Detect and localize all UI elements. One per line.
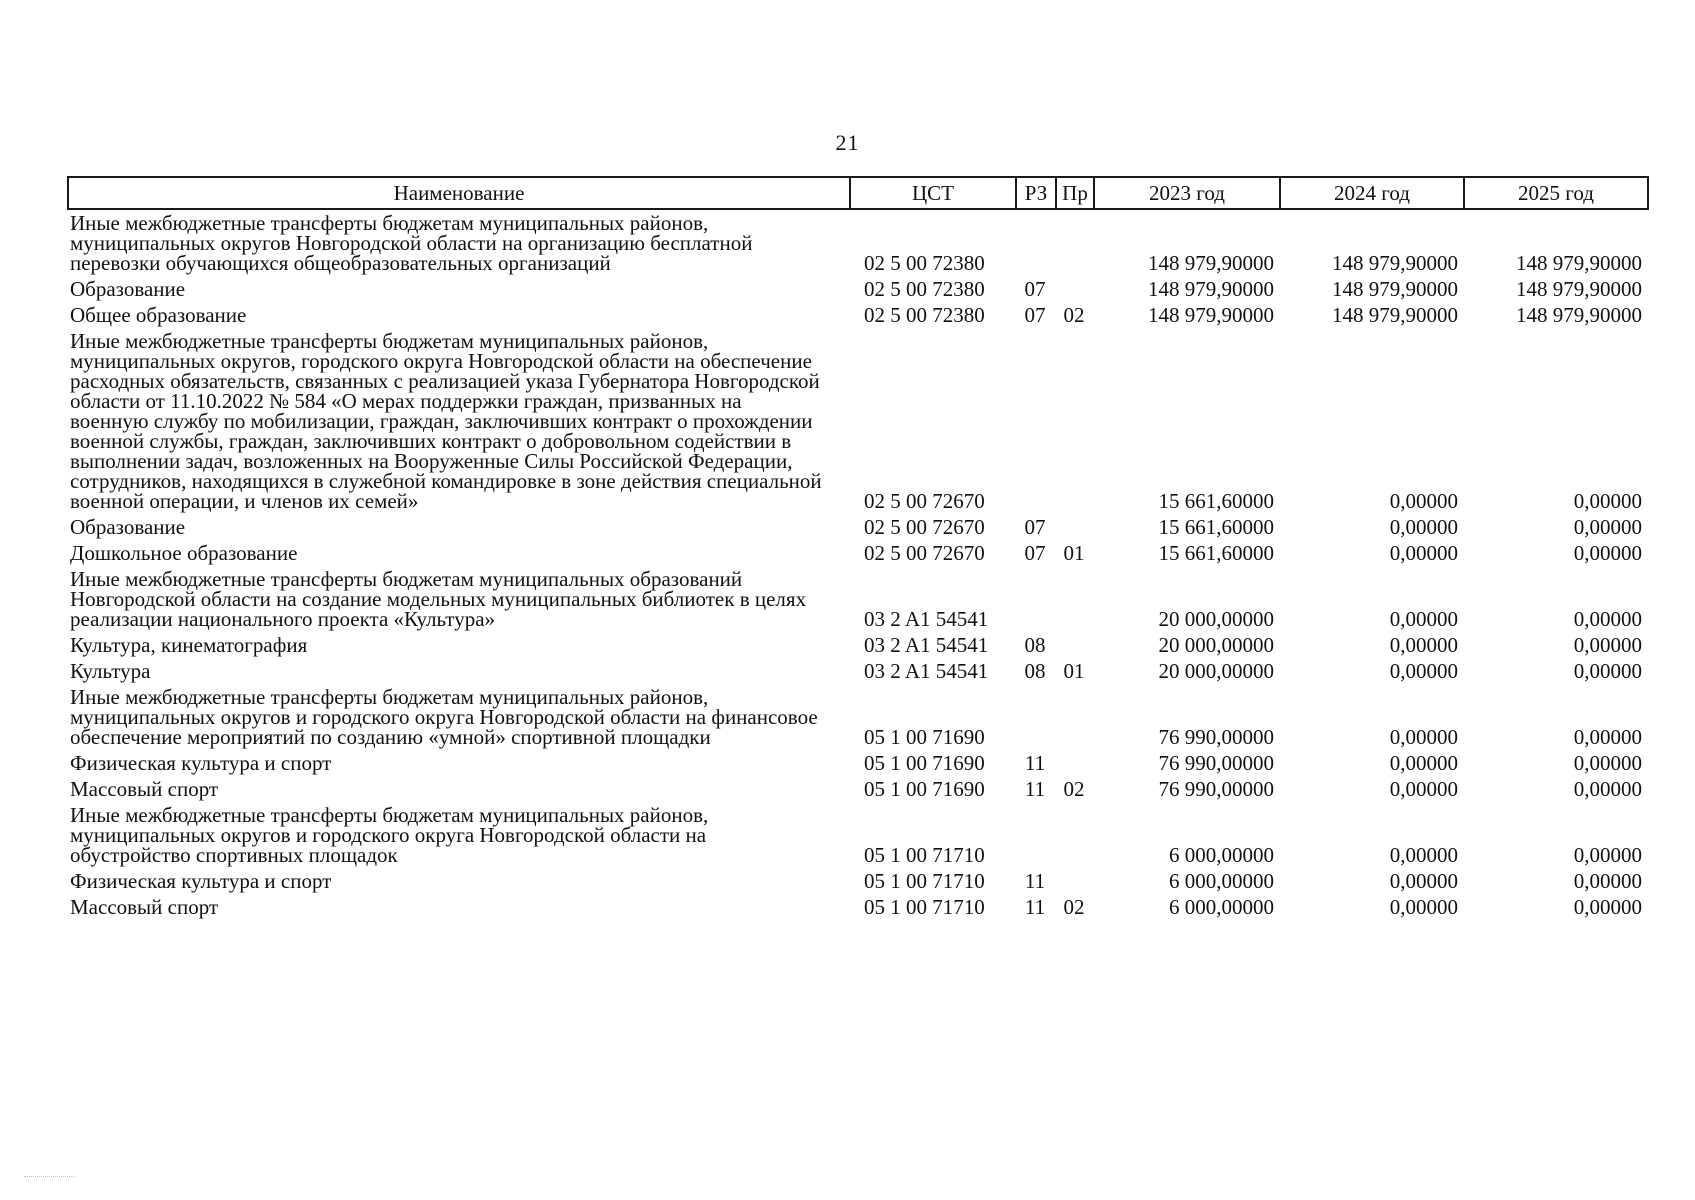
table-row <box>68 802 1648 868</box>
header-2023: 2023 год <box>1094 177 1280 209</box>
row-pr <box>1056 566 1094 632</box>
row-pr: 02 <box>1063 777 1085 801</box>
row-pr <box>1056 328 1094 514</box>
row-pr <box>1056 750 1094 776</box>
row-name: Массовый спорт <box>70 777 219 801</box>
table-row <box>68 209 1648 276</box>
row-2024: 0,00000 <box>1389 777 1458 801</box>
header-rz: РЗ <box>1016 177 1056 209</box>
row-pr: 01 <box>1063 541 1085 565</box>
table-row <box>68 868 1648 894</box>
row-pr <box>1056 632 1094 658</box>
row-2025: 0,00000 <box>1573 895 1642 919</box>
row-2023: 6 000,00000 <box>1169 895 1274 919</box>
row-2025: 148 979,90000 <box>1516 277 1642 301</box>
row-2024: 0,00000 <box>1389 541 1458 565</box>
row-2023: 20 000,00000 <box>1158 607 1274 631</box>
row-name: Иные межбюджетные трансферты бюджетам муниципальных районов, муниципальных округов Новгородской области на организацию бесплатной перевозки обучающихся общеобразовательных организаций <box>70 211 753 275</box>
row-pr <box>1056 684 1094 750</box>
row-rz <box>1016 802 1056 868</box>
row-cst: 05 1 00 71690 <box>864 777 985 801</box>
row-rz: 08 <box>1024 633 1046 657</box>
row-name: Культура <box>70 659 151 683</box>
row-2023: 76 990,00000 <box>1158 777 1274 801</box>
row-name: Дошкольное образование <box>70 541 298 565</box>
row-name: Физическая культура и спорт <box>70 751 332 775</box>
row-2025: 0,00000 <box>1573 515 1642 539</box>
table-row <box>68 328 1648 514</box>
header-cst: ЦСТ <box>850 177 1016 209</box>
row-rz: 11 <box>1024 869 1046 893</box>
row-2024: 0,00000 <box>1389 751 1458 775</box>
row-2025: 0,00000 <box>1573 777 1642 801</box>
budget-table <box>67 176 1649 920</box>
table-row <box>68 514 1648 540</box>
row-cst: 05 1 00 71690 <box>864 725 985 749</box>
row-cst: 05 1 00 71690 <box>864 751 985 775</box>
table-row <box>68 894 1648 920</box>
row-2023: 76 990,00000 <box>1158 751 1274 775</box>
table-row <box>68 276 1648 302</box>
row-pr: 02 <box>1063 303 1085 327</box>
row-cst: 03 2 A1 54541 <box>864 659 989 683</box>
row-2025: 0,00000 <box>1573 751 1642 775</box>
row-pr: 01 <box>1063 659 1085 683</box>
row-rz: 11 <box>1024 895 1046 919</box>
row-rz: 08 <box>1024 659 1046 683</box>
row-rz: 11 <box>1024 777 1046 801</box>
row-cst: 03 2 A1 54541 <box>864 607 989 631</box>
row-cst: 05 1 00 71710 <box>864 895 985 919</box>
row-rz: 07 <box>1024 277 1046 301</box>
row-name: Иные межбюджетные трансферты бюджетам муниципальных районов, муниципальных округов и городского округа Новгородской области на финансовое обеспечение мероприятий по созданию «умной» спортивной площадки <box>70 685 818 749</box>
table-row <box>68 776 1648 802</box>
row-2025: 0,00000 <box>1573 541 1642 565</box>
row-2024: 0,00000 <box>1389 895 1458 919</box>
row-2023: 148 979,90000 <box>1148 277 1274 301</box>
row-cst: 05 1 00 71710 <box>864 869 985 893</box>
row-2025: 148 979,90000 <box>1516 303 1642 327</box>
row-2025: 148 979,90000 <box>1516 251 1642 275</box>
row-rz <box>1016 684 1056 750</box>
row-2025: 0,00000 <box>1573 633 1642 657</box>
row-rz <box>1016 566 1056 632</box>
row-2025: 0,00000 <box>1573 843 1642 867</box>
row-2024: 148 979,90000 <box>1332 251 1458 275</box>
row-2023: 148 979,90000 <box>1148 251 1274 275</box>
row-pr <box>1056 868 1094 894</box>
row-pr <box>1056 209 1094 276</box>
row-rz <box>1016 328 1056 514</box>
row-cst: 05 1 00 71710 <box>864 843 985 867</box>
table-row <box>68 540 1648 566</box>
row-2024: 0,00000 <box>1389 489 1458 513</box>
row-2023: 20 000,00000 <box>1158 633 1274 657</box>
header-2024: 2024 год <box>1280 177 1464 209</box>
row-name: Массовый спорт <box>70 895 219 919</box>
table-row <box>68 632 1648 658</box>
row-pr: 02 <box>1063 895 1085 919</box>
header-name: Наименование <box>68 177 850 209</box>
row-cst: 02 5 00 72670 <box>864 541 985 565</box>
row-cst: 02 5 00 72380 <box>864 277 985 301</box>
row-2023: 20 000,00000 <box>1158 659 1274 683</box>
row-name: Образование <box>70 277 186 301</box>
row-rz <box>1016 209 1056 276</box>
row-2023: 6 000,00000 <box>1169 843 1274 867</box>
row-2024: 0,00000 <box>1389 659 1458 683</box>
row-2025: 0,00000 <box>1573 725 1642 749</box>
row-name: Иные межбюджетные трансферты бюджетам муниципальных образований Новгородской области на создание модельных муниципальных библиотек в целях реализации национального проекта «Культура» <box>70 567 807 631</box>
row-name: Иные межбюджетные трансферты бюджетам муниципальных районов, муниципальных округов и городского округа Новгородской области на обустройство спортивных площадок <box>70 803 709 867</box>
row-cst: 02 5 00 72670 <box>864 489 985 513</box>
row-2024: 148 979,90000 <box>1332 303 1458 327</box>
row-2023: 6 000,00000 <box>1169 869 1274 893</box>
row-name: Общее образование <box>70 303 247 327</box>
row-name: Физическая культура и спорт <box>70 869 332 893</box>
row-rz: 07 <box>1024 541 1046 565</box>
row-pr <box>1056 802 1094 868</box>
table-row <box>68 566 1648 632</box>
row-2024: 0,00000 <box>1389 869 1458 893</box>
row-rz: 07 <box>1024 303 1046 327</box>
row-cst: 02 5 00 72380 <box>864 251 985 275</box>
row-cst: 02 5 00 72670 <box>864 515 985 539</box>
row-2023: 15 661,60000 <box>1158 541 1274 565</box>
row-2023: 15 661,60000 <box>1158 489 1274 513</box>
row-cst: 03 2 A1 54541 <box>864 633 989 657</box>
row-2024: 0,00000 <box>1389 633 1458 657</box>
row-2024: 0,00000 <box>1389 725 1458 749</box>
row-2024: 0,00000 <box>1389 607 1458 631</box>
row-pr <box>1056 276 1094 302</box>
table-row <box>68 658 1648 684</box>
table-header-row <box>68 177 1648 209</box>
row-name: Иные межбюджетные трансферты бюджетам муниципальных районов, муниципальных округов, городского округа Новгородской области на обеспечение расходных обязательств, связанных с реализацией указа Губернатора Новгородской области от 11.10.2022 № 584 «О мерах поддержки граждан, призванных на военную службу по мобилизации, граждан, заключивших контракт о прохождении военной службы, граждан, заключивших контракт о добровольном содействии в выполнении задач, возложенных на Вооруженные Силы Российской Федерации, сотрудников, находящихся в служебной командировке в зоне действия специальной военной операции, и членов их семей» <box>70 329 822 513</box>
row-cst: 02 5 00 72380 <box>864 303 985 327</box>
row-name: Образование <box>70 515 186 539</box>
row-name: Культура, кинематография <box>70 633 308 657</box>
row-rz: 07 <box>1024 515 1046 539</box>
row-2024: 148 979,90000 <box>1332 277 1458 301</box>
table-row <box>68 750 1648 776</box>
row-2023: 148 979,90000 <box>1148 303 1274 327</box>
row-2023: 76 990,00000 <box>1158 725 1274 749</box>
page-number: 21 <box>835 130 860 155</box>
row-2025: 0,00000 <box>1573 607 1642 631</box>
row-2025: 0,00000 <box>1573 489 1642 513</box>
row-2023: 15 661,60000 <box>1158 515 1274 539</box>
row-2025: 0,00000 <box>1573 659 1642 683</box>
row-2024: 0,00000 <box>1389 515 1458 539</box>
scan-artifact-mark <box>24 1176 74 1179</box>
row-pr <box>1056 514 1094 540</box>
table-row <box>68 684 1648 750</box>
header-2025: 2025 год <box>1464 177 1648 209</box>
row-2025: 0,00000 <box>1573 869 1642 893</box>
row-rz: 11 <box>1024 751 1046 775</box>
row-2024: 0,00000 <box>1389 843 1458 867</box>
header-pr: Пр <box>1056 177 1094 209</box>
table-row <box>68 302 1648 328</box>
